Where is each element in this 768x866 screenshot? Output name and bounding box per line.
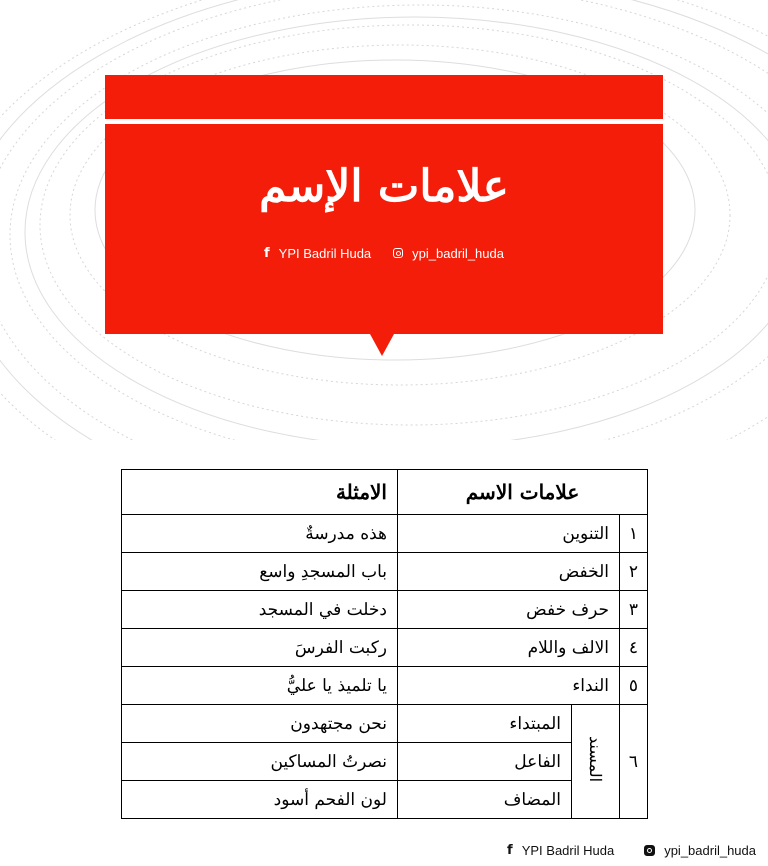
facebook-icon: f — [264, 245, 270, 261]
footer-facebook-label: YPI Badril Huda — [521, 842, 615, 858]
banner-instagram-label: ypi_badril_huda — [412, 245, 504, 261]
banner-facebook-label: YPI Badril Huda — [278, 245, 372, 261]
facebook-icon: f — [507, 842, 513, 858]
banner-title: علامات الإسم — [259, 161, 509, 212]
example-cell: لون الفحم أسود — [122, 781, 398, 819]
row-number: ٦ — [620, 705, 648, 819]
example-cell: نصرتُ المساكين — [122, 743, 398, 781]
footer-facebook-link[interactable] — [507, 843, 614, 858]
example-cell: باب المسجدِ واسع — [122, 553, 398, 591]
sign-cell: الالف واللام — [398, 629, 620, 667]
example-cell: نحن مجتهدون — [122, 705, 398, 743]
sign-cell: حرف خفض — [398, 591, 620, 629]
footer-social-links — [507, 840, 756, 860]
sign-cell: المضاف — [398, 781, 572, 819]
footer-instagram-label: ypi_badril_huda — [664, 842, 756, 858]
row-number: ١ — [620, 515, 648, 553]
banner-instagram-link[interactable] — [393, 246, 504, 261]
example-cell: يا تلميذ يا عليُّ — [122, 667, 398, 705]
instagram-icon — [644, 845, 655, 856]
example-cell: هذه مدرسةٌ — [122, 515, 398, 553]
sign-cell: النداء — [398, 667, 620, 705]
sign-cell: المبتداء — [398, 705, 572, 743]
banner-divider — [105, 119, 663, 124]
title-banner — [105, 75, 663, 334]
table-row — [122, 591, 648, 629]
footer-instagram-link[interactable] — [644, 843, 756, 858]
example-cell: دخلت في المسجد — [122, 591, 398, 629]
row-number: ٤ — [620, 629, 648, 667]
table-row — [122, 705, 648, 743]
sign-cell: الفاعل — [398, 743, 572, 781]
row-number: ٥ — [620, 667, 648, 705]
table-row — [122, 781, 648, 819]
sign-cell: الخفض — [398, 553, 620, 591]
table-row — [122, 553, 648, 591]
banner-pointer — [370, 334, 394, 356]
table-row — [122, 743, 648, 781]
table-row — [122, 667, 648, 705]
row-number: ٢ — [620, 553, 648, 591]
row-number: ٣ — [620, 591, 648, 629]
sign-cell: التنوين — [398, 515, 620, 553]
table-row — [122, 629, 648, 667]
group-label: المسند — [586, 735, 605, 783]
header-examples: الامثلة — [122, 470, 398, 515]
header-signs: علامات الاسم — [398, 470, 648, 515]
table-header-row — [122, 470, 648, 515]
banner-facebook-link[interactable] — [264, 246, 371, 261]
noun-signs-table — [121, 469, 648, 819]
table-row — [122, 515, 648, 553]
instagram-icon — [393, 248, 403, 258]
example-cell: ركبت الفرسَ — [122, 629, 398, 667]
group-label-cell — [572, 705, 620, 819]
banner-social-links — [105, 243, 663, 263]
